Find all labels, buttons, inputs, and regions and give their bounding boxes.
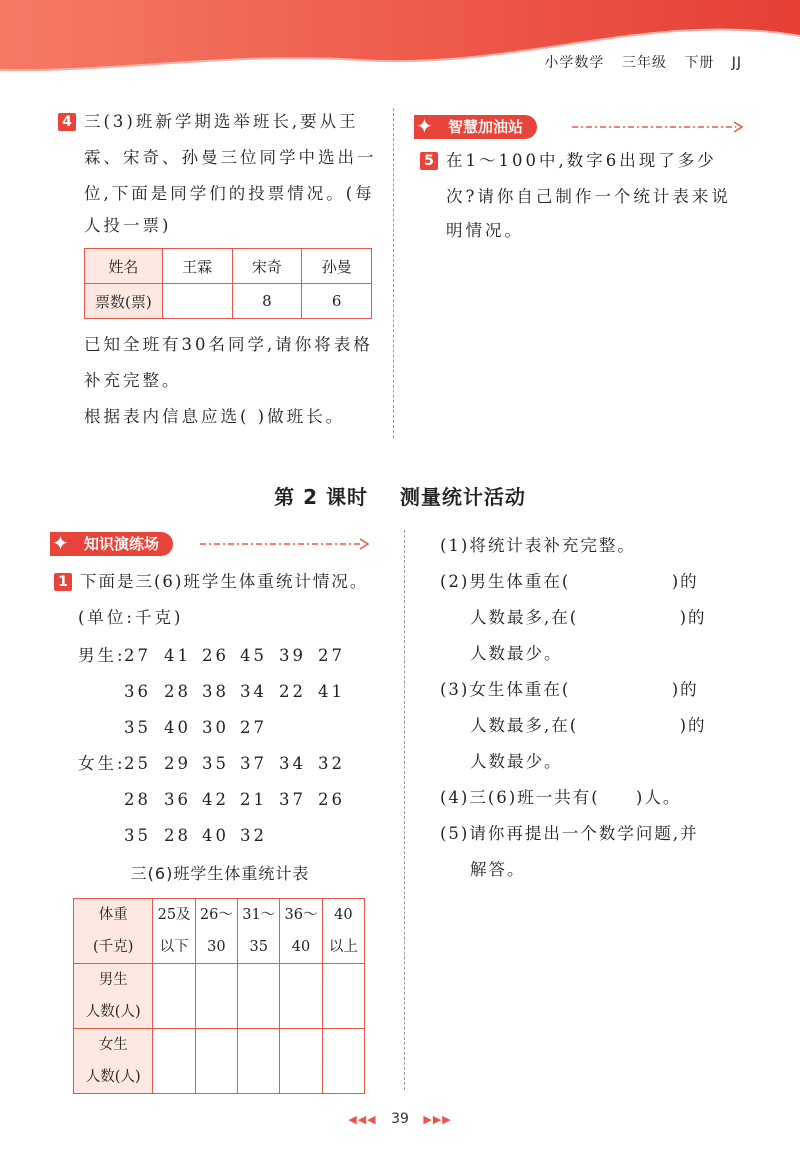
girls-count-label-line-2: 人数(人) [85, 1069, 141, 1085]
boys-count-label [74, 964, 153, 1029]
weight-value: 40 [202, 826, 229, 845]
question-5-badge: 5 [420, 152, 438, 170]
weight-value: 36 [124, 682, 151, 701]
girls-count-label-line-1: 女生 [98, 1037, 128, 1053]
range-3-line-2: 35 [249, 939, 268, 955]
weight-value: 41 [164, 646, 191, 665]
wisdom-pill [414, 115, 537, 139]
question-5-line-3: 明情况。 [446, 221, 524, 240]
lesson-title: 第 2 课时 测量统计活动 [274, 485, 526, 509]
girls-count-cell[interactable] [195, 1029, 237, 1094]
vote-table-header-name: 姓名 [85, 249, 163, 284]
range-2-line-1: 26～ [199, 907, 233, 923]
left-arrows-icon: ◀◀◀ [348, 1113, 377, 1126]
range-2-line-2: 30 [207, 939, 226, 955]
weight-value: 34 [279, 754, 306, 773]
vote-table-candidate-2: 宋奇 [232, 249, 302, 284]
weight-value: 27 [240, 718, 267, 737]
weight-value: 37 [279, 790, 306, 809]
weights-table-head [74, 899, 153, 964]
practice-pill [50, 532, 173, 556]
boys-label: 男生: [78, 646, 126, 665]
page-number: 39 [391, 1111, 409, 1127]
boys-count-label-line-1: 男生 [98, 972, 128, 988]
star-icon: ✦ [52, 531, 69, 555]
sub-question-2-line-3: 人数最少。 [470, 644, 563, 663]
weight-value: 35 [124, 718, 151, 737]
range-5-line-1: 40 [334, 907, 353, 923]
sub-question-4: (4)三(6)班一共有( )人。 [440, 788, 682, 807]
vote-table-candidate-1: 王霖 [162, 249, 232, 284]
weight-value: 42 [202, 790, 229, 809]
question-4-line-1: 三(3)班新学期选举班长,要从王 [84, 112, 359, 131]
question-4-badge: 4 [58, 113, 76, 131]
vote-table-votes-3: 6 [302, 284, 372, 319]
question-4-after-line-1: 已知全班有30名同学,请你将表格 [84, 335, 373, 354]
header-volume: 下册 [684, 55, 715, 71]
header-subject: 小学数学 [544, 55, 605, 71]
weight-value: 45 [240, 646, 267, 665]
girls-label: 女生: [78, 754, 126, 773]
boys-count-cell[interactable] [238, 964, 280, 1029]
girls-count-cell[interactable] [322, 1029, 364, 1094]
dashed-arrow-icon [572, 120, 744, 134]
question-4-after-line-2: 补充完整。 [84, 371, 182, 390]
question-4-line-3: 位,下面是同学们的投票情况。(每 [84, 184, 375, 203]
range-4 [280, 899, 322, 964]
weight-value: 37 [240, 754, 267, 773]
sub-question-3-line-3: 人数最少。 [470, 752, 563, 771]
girls-count-label [74, 1029, 153, 1094]
range-5-line-2: 以上 [328, 939, 358, 955]
range-5 [322, 899, 364, 964]
weight-value: 28 [164, 682, 191, 701]
vote-table-candidate-3: 孙曼 [302, 249, 372, 284]
weight-value: 40 [164, 718, 191, 737]
sub-question-5-line-2: 解答。 [470, 860, 526, 879]
question-4-answer-line: 根据表内信息应选( )做班长。 [84, 407, 346, 426]
wisdom-section-label [414, 114, 744, 140]
weight-value: 28 [164, 826, 191, 845]
wisdom-label: 智慧加油站 [448, 118, 524, 136]
range-2 [195, 899, 237, 964]
vote-table-votes-1[interactable] [162, 284, 232, 319]
weight-value: 35 [124, 826, 151, 845]
column-divider-top [393, 108, 394, 438]
vote-table-votes-2: 8 [232, 284, 302, 319]
range-1 [153, 899, 195, 964]
girls-count-cell[interactable] [238, 1029, 280, 1094]
weight-value: 35 [202, 754, 229, 773]
sub-question-2-line-2: 人数最多,在( )的 [470, 608, 707, 627]
weight-value: 39 [279, 646, 306, 665]
sub-question-3-line-2: 人数最多,在( )的 [470, 716, 707, 735]
weights-table [73, 898, 365, 1094]
boys-count-cell[interactable] [322, 964, 364, 1029]
weight-value: 32 [240, 826, 267, 845]
boys-count-cell[interactable] [153, 964, 195, 1029]
right-arrows-icon: ▶▶▶ [423, 1113, 452, 1126]
header-edition: JJ [731, 55, 742, 71]
sub-question-1: (1)将统计表补充完整。 [440, 536, 636, 555]
weight-value: 30 [202, 718, 229, 737]
range-3 [238, 899, 280, 964]
range-1-line-1: 25及 [157, 907, 191, 923]
weight-value: 28 [124, 790, 151, 809]
header-banner [0, 0, 800, 88]
practice-label: 知识演练场 [84, 535, 160, 553]
boys-count-cell[interactable] [195, 964, 237, 1029]
question-4-line-2: 霖、宋奇、孙曼三位同学中选出一 [84, 148, 377, 167]
range-3-line-1: 31～ [242, 907, 276, 923]
boys-count-label-line-2: 人数(人) [85, 1004, 141, 1020]
sub-question-2-line-1: (2)男生体重在( )的 [440, 572, 699, 591]
dashed-arrow-icon [200, 537, 370, 551]
weight-value: 26 [318, 790, 345, 809]
weight-value: 27 [318, 646, 345, 665]
girls-count-cell[interactable] [280, 1029, 322, 1094]
weight-value: 38 [202, 682, 229, 701]
vote-table [84, 248, 372, 319]
header-grade: 三年级 [621, 55, 667, 71]
boys-count-cell[interactable] [280, 964, 322, 1029]
weight-value: 22 [279, 682, 306, 701]
range-4-line-2: 40 [291, 939, 311, 955]
vote-table-header-votes: 票数(票) [85, 284, 163, 319]
weight-value: 27 [124, 646, 151, 665]
column-divider-bottom [404, 530, 405, 1090]
weight-value: 29 [164, 754, 191, 773]
question-5-line-1: 在1～100中,数字6出现了多少 [446, 151, 717, 170]
range-1-line-2: 以下 [159, 939, 189, 955]
question-1-badge: 1 [54, 573, 72, 591]
sub-question-3-line-1: (3)女生体重在( )的 [440, 680, 699, 699]
question-1-intro: 下面是三(6)班学生体重统计情况。 [80, 572, 369, 591]
weights-head-line-1: 体重 [98, 907, 128, 923]
practice-section-label [50, 531, 370, 557]
weight-value: 36 [164, 790, 191, 809]
weight-value: 32 [318, 754, 345, 773]
page-footer [0, 1111, 800, 1127]
range-4-line-1: 36～ [284, 907, 318, 923]
weight-value: 25 [124, 754, 151, 773]
weight-value: 26 [202, 646, 229, 665]
header-info [532, 52, 742, 72]
star-icon: ✦ [416, 114, 433, 138]
question-1-unit: (单位:千克) [78, 608, 184, 627]
question-5-line-2: 次?请你自己制作一个统计表来说 [446, 187, 731, 206]
weights-head-line-2: (千克) [93, 939, 134, 955]
weight-value: 21 [240, 790, 267, 809]
girls-count-cell[interactable] [153, 1029, 195, 1094]
weights-table-title: 三(6)班学生体重统计表 [130, 864, 310, 883]
weight-value: 34 [240, 682, 267, 701]
sub-question-5-line-1: (5)请你再提出一个数学问题,并 [440, 824, 699, 843]
weight-value: 41 [318, 682, 345, 701]
question-4-line-4: 人投一票) [84, 216, 172, 235]
